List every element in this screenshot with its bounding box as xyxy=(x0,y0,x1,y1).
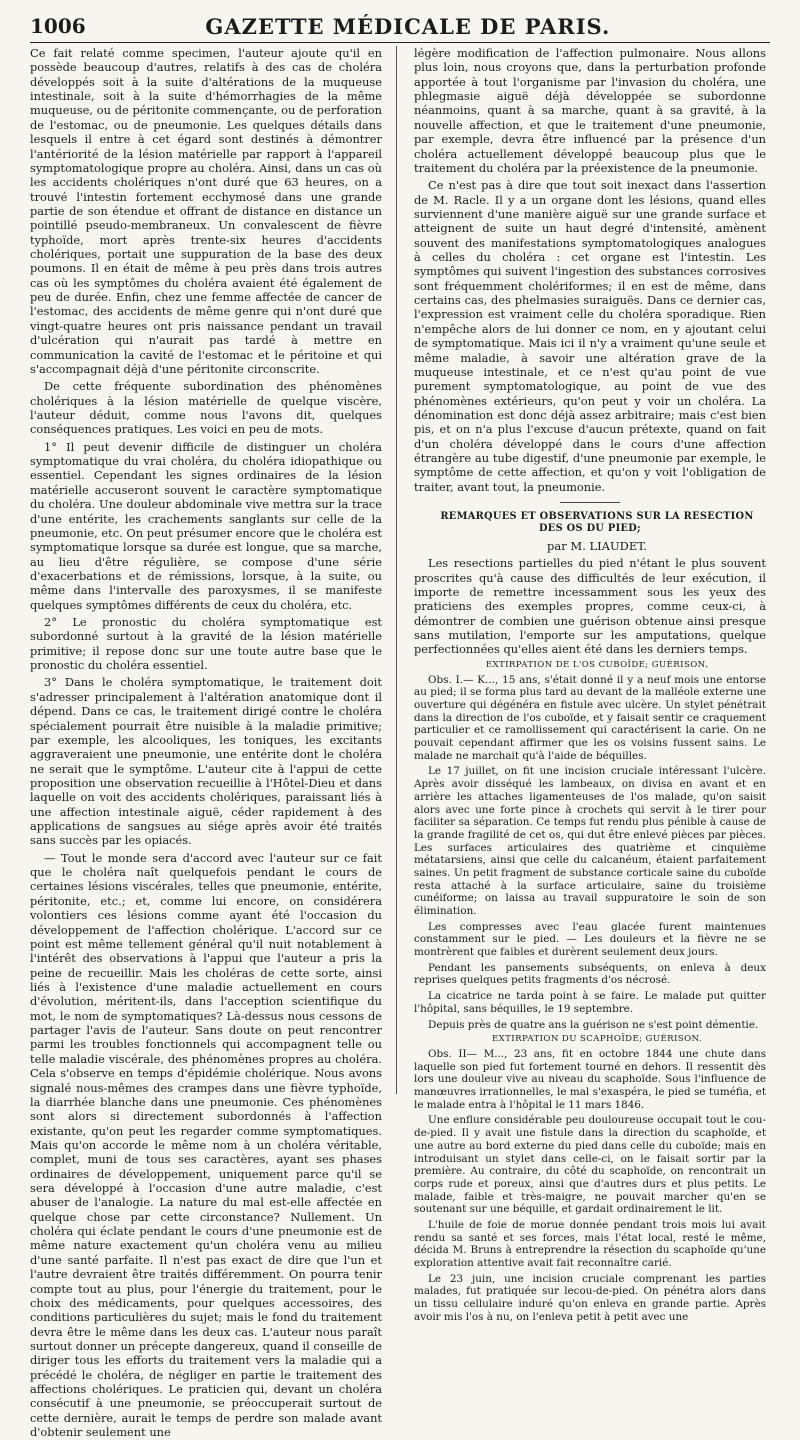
observation-paragraph: L'huile de foie de morue donnée pendant trois mois lui avait rendu sa santé et ses forces, mais l'état local, resté le même, décida M. Bruns à entreprendre la résection du scaphoïde qu'une exploration attentive avait fait reconnaître carié. xyxy=(414,1218,766,1270)
subsection-title: EXTIRPATION DE L'OS CUBOÏDE; GUÉRISON. xyxy=(485,659,709,670)
section-intro: Les resections partielles du pied n'étant le plus souvent proscrites qu'à cause des difficultés de leur exécution, il importe de remettre incessamment sous les yeux des praticiens des exemples propres, comme ceux-ci, à démontrer de combien une guérison obtenue ainsi presque sans mutilation, l'emporte sur les amputations, quelque perfectionnées qu'elles aient été dans les derniers temps. xyxy=(414,556,766,657)
right-paragraph: Ce n'est pas à dire que tout soit inexact dans l'assertion de M. Racle. Il y a un organe dont les lésions, quand elles surviennent d'une manière aiguë sur une grande surface et atteignent de suite un haut degré d'intensité, amènent souvent des manifestations symptomatologiques analogues à celles du choléra : cet organe est l'intestin. Les symptômes qui suivent l'ingestion des substances corrosives sont fréquemment cholériformes; il en est de même, dans certains cas, des phelmasies suraiguës. Dans ce dernier cas, l'expression est vraiment celle du choléra sporadique. Rien n'empêche alors de lui donner ce nom, en y ajoutant celui de symptomatique. Mais ici il n'y a vraiment qu'une seule et même maladie, à savoir une altération grave de la muqueuse intestinale, et ce n'est qu'au point de vue purement symptomatologique, au point de vue des phénomènes extérieurs, qu'on peut y voir un choléra. La dénomination est donc déjà assez arbitraire; mais c'est bien pis, et on n'a plus l'excuse d'aucun prétexte, quand on fait d'un choléra développé dans le cours d'une affection étrangère au tube digestif, d'une pneumonie par exemple, le symptôme de cette affection, et qu'on y voit l'obligation de traiter, avant tout, la pneumonie. xyxy=(414,178,766,494)
column-divider xyxy=(396,46,397,1094)
observation-2 xyxy=(414,1048,766,1323)
observation-paragraph: Obs. II— M..., 23 ans, fit en octobre 1844 une chute dans laquelle son pied fut fortement tourné en dehors. Il ressentit dès lors une douleur vive au niveau du scaphoïde. Sous l'influence de manœuvres irrationnelles, le mal s'exaspéra, le pied se tuméfia, et le malade entra à l'hôpital le 11 mars 1846. xyxy=(414,1048,766,1111)
left-paragraph: Ce fait relaté comme specimen, l'auteur ajoute qu'il en possède beaucoup d'autres, relatifs à des cas de choléra développés soit à la suite d'altérations de la muqueuse intestinale, soit à la suite d'hémorrhagies de la même muqueuse, ou de péritonite commençante, ou de perforation de l'estomac, ou de pneumonie. Les quelques détails dans lesquels il entre à cet égard sont destinés à démontrer l'antériorité de la lésion matérielle par rapport à l'appareil symptomatologique propre au choléra. Ainsi, dans un cas où les accidents cholériques n'ont duré que 63 heures, on a trouvé l'intestin fortement ecchymosé dans une grande partie de son étendue et offrant de distance en distance un pointillé pseudo-membraneux. Un convalescent de fièvre typhoïde, mort après trente-six heures d'accidents cholériques, portait une suppuration de la base des deux poumons. Il en était de même à peu près dans trois autres cas où les symptômes du choléra avaient été également de peu de durée. Enfin, chez une femme affectée de cancer de l'estomac, des accidents de même genre qui n'ont duré que vingt-quatre heures ont pris naissance pendant un travail d'ulcération qui n'aurait pas tardé à mettre en communication la cavité de l'estomac et le péritoine et qui s'accompagnait déjà d'une péritonite circonscrite. xyxy=(30,46,382,376)
observation-paragraph: Une enflure considérable peu douloureuse occupait tout le cou-de-pied. Il y avait une fistule dans la direction du scaphoïde, et une autre au bord externe du pied dans celle du cuboïde; mais en introduisant un stylet dans celle-ci, on le faisait sortir par la première. Au contraire, du côté du scaphoïde, on rencontrait un corps rude et poreux, ainsi que d'autres durs et plus petits. Le malade, faible et très-maigre, ne pouvait marcher qu'en se soutenant sur une béquille, et gardait ordinairement le lit. xyxy=(414,1114,766,1216)
observation-paragraph: Le 17 juillet, on fit une incision cruciale intéressant l'ulcère. Après avoir disséqué les lambeaux, on divisa en avant et en arrière les attaches ligamenteuses de l'os malade, qu'on saisit alors avec une forte pince à crochets qui servit à le tirer pour faciliter sa séparation. Ce temps fut rendu plus pénible à cause de la grande fragilité de cet os, qui dut être enlevé pièces par pièces. Les surfaces articulaires des quatrième et cinquième métatarsiens, ainsi que celle du calcanéum, étaient parfaitement saines. Un petit fragment de substance corticale saine du cuboïde resta attaché à la surface articulaire, saine du troisième cunéiforme; on laissa au travail suppuratoire le soin de son élimination. xyxy=(414,765,766,918)
journal-title: GAZETTE MÉDICALE DE PARIS. xyxy=(205,13,611,39)
left-paragraph: 3° Dans le choléra symptomatique, le traitement doit s'adresser principalement à l'altération anatomique dont il dépend. Dans ce cas, le traitement dirigé contre le choléra spécialement pourrait être nuisible à la maladie primitive; par exemple, les alcooliques, les toniques, les excitants aggraveraient une pneumonie, une entérite dont le choléra ne serait que le symptôme. L'auteur cite à l'appui de cette proposition une observation recueillie à l'Hôtel-Dieu et dans laquelle on voit des accidents cholériques, paraissant liés à une affection intestinale aiguë, céder rapidement à des applications de sangsues au siége après avoir été traités sans succès par les opiacés. xyxy=(30,675,382,848)
page-number: 1006 xyxy=(30,14,86,38)
left-paragraph: 1° Il peut devenir difficile de distinguer un choléra symptomatique du vrai choléra, du choléra idiopathique ou essentiel. Cependant les signes ordinaires de la lésion matérielle accuseront souvent le caractère symptomatique du choléra. Une douleur abdominale vive mettra sur la trace d'une entérite, les crachements sanglants sur celle de la pneumonie, etc. On peut présumer encore que le choléra est symptomatique lorsque sa durée est longue, que sa marche, au lieu d'être régulière, se compose d'une série d'exacerbations et de rémissions, lorsque, à la suite, ou même dans l'intervalle des paroxysmes, il se manifeste quelques symptômes différents de ceux du choléra, etc. xyxy=(30,439,382,612)
observation-paragraph: Pendant les pansements subséquents, on enleva à deux reprises quelques petits fragments d'os nécrosé. xyxy=(414,961,766,987)
left-paragraph: — Tout le monde sera d'accord avec l'auteur sur ce fait que le choléra naît quelquefois pendant le cours de certaines lésions viscérales, telles que pneumonie, entérite, péritonite, etc.; et, comme lui encore, on considérera volontiers ces lésions comme ayant été l'occasion du développement de l'affection cholérique. L'accord sur ce point est même tellement général qu'il nuit notablement à l'intérêt des observations à l'appui que l'auteur a pris la peine de recueillir. Mais les choléras de cette sorte, ainsi liés à l'existence d'une maladie actuellement en cours d'évolution, méritent-ils, dans l'acception scientifique du mot, le nom de symptomatiques? Là-dessus nous cessons de partager l'avis de l'auteur. Sans doute on peut rencontrer parmi les troubles fonctionnels qui accompagnent telle ou telle maladie viscérale, des phénomènes propres au choléra. Cela s'observe en temps d'épidémie cholérique. Nous avons signalé nous-mêmes des crampes dans une fièvre typhoïde, la diarrhée blanche dans une pneumonie. Ces phénomènes sont alors si directement subordonnés à l'affection existante, qu'on peut les regarder comme symptomatiques. Mais qu'on accorde le même nom à un choléra véritable, complet, muni de tous ses caractères, ayant ses phases ordinaires de développement, uniquement parce qu'il se sera développé à l'occasion d'une autre maladie, c'est abuser de l'analogie. La nature du mal est-elle affectée en quelque chose par cette circonstance? Nullement. Un choléra qui éclate pendant le cours d'une pneumonie est de même nature exactement qu'un choléra venu au milieu d'une santé parfaite. Il n'est pas exact de dire que l'un et l'autre devraient être traités différemment. On pourra tenir compte tout au plus, pour l'énergie du traitement, pour le choix des médicaments, pour quelques accessoires, des conditions particulières du sujet; mais le fond du traitement devra être le même dans les deux cas. L'auteur nous paraît surtout donner un précepte dangereux, quand il conseille de diriger tous les efforts du traitement vers la maladie qui a précédé le choléra, de négliger en partie le traitement des affections cholériques. Le praticien qui, devant un choléra consécutif à une pneumonie, se préoccuperait surtout de cette dernière, aurait le temps de perdre son malade avant d'obtenir seulement une xyxy=(30,850,382,1440)
observation-paragraph: Le 23 juin, une incision cruciale comprenant les parties malades, fut pratiquée sur lecou-de-pied. On pénétra alors dans un tissu cellulaire induré qu'on enleva en grande partie. Après avoir mis l'os à nu, on l'enleva petit à petit avec une xyxy=(414,1272,766,1323)
observation-paragraph: La cicatrice ne tarda point à se faire. Le malade put quitter l'hôpital, sans béquilles, le 19 septembre. xyxy=(414,990,766,1015)
page-header xyxy=(30,10,770,43)
observation-paragraph: Depuis près de quatre ans la guérison ne s'est point démentie. xyxy=(428,1018,759,1031)
observation-paragraph: Les compresses avec l'eau glacée furent maintenues constamment sur le pied. — Les douleurs et la fièvre ne se montrèrent que faibles et durèrent seulement deux jours. xyxy=(414,920,766,959)
right-paragraph: légère modification de l'affection pulmonaire. Nous allons plus loin, nous croyons que, dans la perturbation profonde apportée à tout l'organisme par l'invasion du choléra, une phlegmasie aiguë déjà développée se subordonne néanmoins, quant à sa marche, quant à sa gravité, à la nouvelle affection, et que le traitement d'une pneumonie, par exemple, devra être influencé par la présence d'un choléra actuellement développé beaucoup plus que le traitement du choléra par la préexistence de la pneumonie. xyxy=(414,46,766,175)
left-paragraph: De cette fréquente subordination des phénomènes cholériques à la lésion matérielle de quelque viscère, l'auteur déduit, comme nous l'avons dit, quelques conséquences pratiques. Les voici en peu de mots. xyxy=(30,379,382,437)
section-author: par M. LIAUDET. xyxy=(547,538,647,553)
right-column xyxy=(414,46,766,1323)
section-title: REMARQUES ET OBSERVATIONS SUR LA RESECTION DES OS DU PIED; xyxy=(440,511,754,535)
observation-1 xyxy=(414,674,766,1032)
section-rule xyxy=(560,502,620,503)
left-column xyxy=(30,46,382,1440)
left-paragraph: 2° Le pronostic du choléra symptomatique est subordonné surtout à la gravité de la lésion matérielle primitive; il repose donc sur une toute autre base que le pronostic du choléra essentiel. xyxy=(30,615,382,673)
observation-paragraph: Obs. I.— K..., 15 ans, s'était donné il y a neuf mois une entorse au pied; il se forma plus tard au devant de la malléole externe une ouverture qui dégénéra en fistule avec ulcère. Un stylet pénétrait dans la direction de l'os cuboïde, et y faisait sentir ce craquement particulier et ce ramollissement qui caractérisent la carie. On ne pouvait cependant affirmer que les os voisins fussent sains. Le malade ne marchait qu'à l'aide de béquilles. xyxy=(414,673,766,762)
subsection-title: EXTIRPATION DU SCAPHOÏDE; GUÉRISON. xyxy=(491,1034,703,1045)
